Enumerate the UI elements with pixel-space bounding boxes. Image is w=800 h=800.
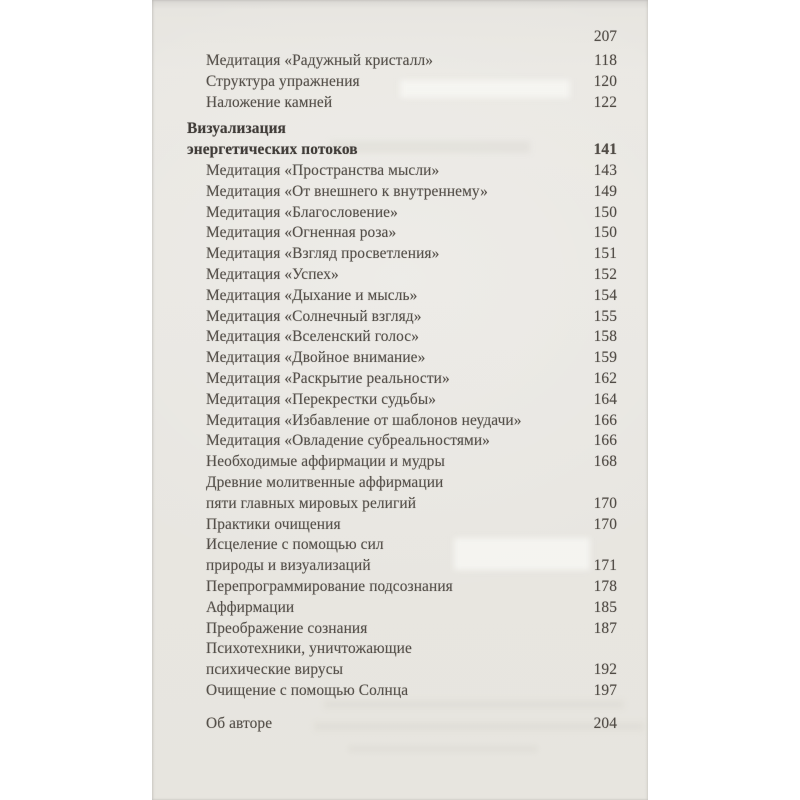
toc-entry-titles — [187, 307, 584, 328]
toc-entry-line: Медитация «Двойное внимание» — [206, 349, 426, 367]
toc-entry — [187, 307, 617, 328]
toc-entry-line: природы и визуализаций — [206, 557, 371, 575]
toc-entry-page: 118 — [594, 52, 617, 69]
toc-entry-titles — [187, 714, 584, 735]
toc-entry-titles — [187, 265, 584, 286]
toc-entry-page: 164 — [593, 390, 617, 408]
toc-entry — [187, 182, 617, 203]
toc-entry-line: Медитация «Овладение субреальностями» — [206, 432, 490, 450]
toc-entry-page: 197 — [593, 681, 617, 699]
toc-entry-line: Необходимые аффирмации и мудры — [206, 453, 445, 471]
toc-entry-line: Медитация «Благословение» — [206, 203, 398, 221]
toc-entry — [187, 411, 617, 432]
toc-entry-page: 192 — [593, 661, 617, 679]
toc-entry-titles — [187, 577, 584, 598]
toc-entry-titles — [187, 452, 584, 473]
toc-entry-page: 166 — [593, 432, 617, 450]
toc-entry-line: Древние молитвенные аффирмации — [206, 473, 444, 491]
toc-entry — [187, 577, 617, 598]
toc-entry-page: 154 — [593, 286, 617, 304]
toc-entry-line: Об авторе — [206, 714, 273, 732]
toc-entry-line: пяти главных мировых религий — [206, 494, 417, 512]
toc-entry-page: 158 — [593, 328, 617, 346]
toc-entry — [187, 369, 617, 390]
toc-entry-titles — [187, 182, 584, 203]
toc-entry-line: Визуализация — [187, 120, 286, 138]
toc-entry — [187, 72, 617, 93]
toc-entry-titles — [187, 515, 584, 536]
toc-entry — [187, 161, 617, 182]
toc-entry-titles — [187, 639, 584, 681]
toc-entry-titles — [187, 411, 584, 432]
toc-entry-line: психические вирусы — [206, 661, 344, 679]
toc-entry — [187, 639, 617, 681]
toc-entry-page: 170 — [593, 515, 617, 533]
toc-entry-page: 162 — [593, 369, 617, 387]
toc-entry-page: 152 — [593, 265, 617, 283]
toc-entry-line: Медитация «Дыхание и мысль» — [206, 286, 418, 304]
toc-entry-page: 143 — [593, 161, 617, 179]
toc-entry-line: Медитация «Перекрестки судьбы» — [206, 390, 437, 408]
toc-entry-page: 168 — [593, 453, 617, 471]
toc-entry-titles — [187, 51, 584, 72]
toc-entry-line: Медитация «Успех» — [206, 265, 339, 283]
toc-entry — [187, 431, 617, 452]
toc-entry-line: Медитация «От внешнего к внутреннему» — [206, 182, 488, 200]
toc-entry-titles — [187, 244, 584, 265]
toc-entry-page: 170 — [593, 494, 617, 512]
toc-entry-line: Преображение сознания — [206, 619, 368, 637]
toc-entry-line: Медитация «Избавление от шаблонов неудачи» — [206, 411, 522, 429]
toc-entry-titles — [187, 203, 584, 224]
toc-entry-titles — [187, 431, 584, 452]
toc-entry — [187, 348, 617, 369]
toc-entry — [187, 598, 617, 619]
toc-entry-line: Психотехники, уничтожающие — [206, 640, 412, 658]
toc-entry-titles — [187, 223, 584, 244]
toc-entry-line: Медитация «Радужный кристалл» — [206, 52, 434, 69]
toc-entry — [187, 327, 617, 348]
toc-entry — [187, 244, 617, 265]
toc-entry-titles — [187, 327, 584, 348]
toc-entry-page: 159 — [593, 349, 617, 367]
toc-entry-page: 187 — [593, 619, 617, 637]
toc-entry — [187, 515, 617, 536]
toc-entry — [187, 286, 617, 307]
toc-entry-line: Медитация «Пространства мысли» — [206, 161, 440, 179]
toc-entry-line: Структура упражнения — [206, 72, 360, 90]
toc-entry-page: 141 — [593, 141, 617, 159]
toc-entry — [187, 452, 617, 473]
toc-entry-line: Практики очищения — [206, 515, 341, 533]
toc-entry-titles — [187, 72, 584, 93]
toc-entry-titles — [187, 119, 584, 161]
toc-entry — [187, 714, 617, 735]
toc-entry-line: Исцеление с помощью сил — [206, 536, 384, 554]
toc-entry-titles — [187, 473, 584, 515]
toc-entry-page: 122 — [593, 93, 617, 111]
toc-entry-titles — [187, 348, 584, 369]
toc-entry-line: Аффирмации — [206, 598, 295, 616]
toc-entry-page: 155 — [593, 307, 617, 325]
toc-entry-titles — [187, 93, 584, 114]
toc-entry-page: 150 — [593, 224, 617, 242]
toc-entry-line: Очищение с помощью Солнца — [206, 681, 409, 699]
toc-entry — [187, 681, 617, 702]
toc-entry-titles — [187, 286, 584, 307]
toc-entry-line: Медитация «Огненная роза» — [206, 224, 397, 242]
toc-entry-page: 151 — [593, 245, 617, 263]
toc-list — [187, 51, 617, 735]
book-page-paper — [152, 0, 648, 800]
toc-entry-page: 166 — [593, 411, 617, 429]
toc-entry-page: 120 — [593, 72, 617, 90]
toc-entry-titles — [187, 535, 584, 577]
toc-entry-page: 204 — [593, 714, 617, 732]
toc-entry-titles — [187, 681, 584, 702]
toc-entry — [187, 473, 617, 515]
toc-entry-page: 149 — [593, 182, 617, 200]
toc-entry — [187, 93, 617, 114]
toc-entry — [187, 390, 617, 411]
toc-entry — [187, 223, 617, 244]
toc-entry-page: 178 — [593, 577, 617, 595]
toc-entry-line: Медитация «Взгляд просветления» — [206, 245, 440, 263]
page-number: 207 — [593, 28, 617, 45]
toc-entry-line: энергетических потоков — [187, 141, 358, 159]
toc-entry-line: Медитация «Раскрытие реальности» — [206, 369, 450, 387]
toc-entry-titles — [187, 619, 584, 640]
toc-entry — [187, 51, 617, 72]
toc-entry — [187, 203, 617, 224]
toc-entry-line: Наложение камней — [206, 93, 333, 111]
toc-entry-line: Медитация «Солнечный взгляд» — [206, 307, 422, 325]
toc-entry-titles — [187, 161, 584, 182]
toc-entry — [187, 119, 617, 161]
toc-entry-page: 171 — [593, 557, 617, 575]
toc-entry-line: Перепрограммирование подсознания — [206, 577, 453, 595]
toc-entry — [187, 535, 617, 577]
toc-entry — [187, 265, 617, 286]
toc-entry-page: 185 — [593, 598, 617, 616]
toc-entry-page: 150 — [593, 203, 617, 221]
toc-page-content — [152, 0, 648, 800]
toc-entry-titles — [187, 369, 584, 390]
toc-entry-titles — [187, 598, 584, 619]
toc-entry-titles — [187, 390, 584, 411]
toc-entry — [187, 619, 617, 640]
toc-entry-line: Медитация «Вселенский голос» — [206, 328, 420, 346]
